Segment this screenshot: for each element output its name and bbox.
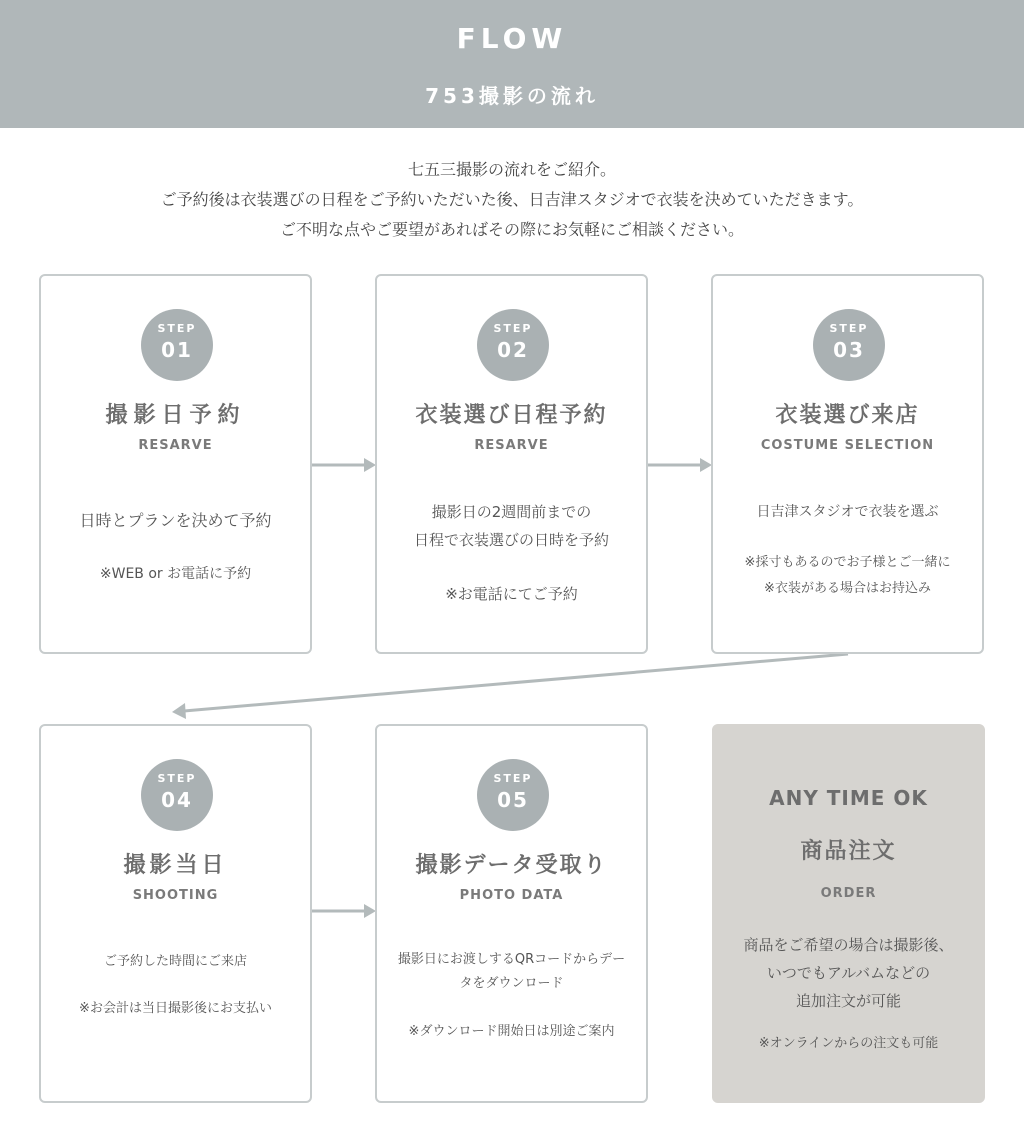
order-heading: ANY TIME OK — [769, 786, 928, 810]
header-subtitle: 753撮影の流れ — [425, 84, 599, 108]
order-note-line: ※オンラインからの注文も可能 — [758, 1036, 939, 1051]
step-description — [383, 948, 640, 996]
step-label: STEP — [157, 322, 197, 335]
step-description — [719, 500, 976, 524]
step-title: 衣装選び日程予約 — [415, 403, 608, 428]
order-description-line: 商品をご希望の場合は撮影後、 — [743, 936, 954, 954]
step-card-04 — [39, 724, 312, 1103]
order-description — [720, 931, 977, 1015]
step-subtitle: COSTUME SELECTION — [760, 438, 935, 453]
header-title: FLOW — [456, 22, 568, 55]
step-description-line: タをダウンロード — [459, 976, 564, 991]
arrow-3-4 — [184, 654, 848, 711]
step-note — [383, 1020, 640, 1044]
step-description — [47, 950, 304, 974]
step-description-line: ご予約した時間にご来店 — [103, 954, 247, 969]
arrow-3-4-head — [172, 703, 186, 719]
step-note-line: ※WEB or お電話に予約 — [99, 566, 252, 582]
order-description-line: いつでもアルバムなどの — [766, 964, 931, 982]
step-note — [47, 562, 304, 586]
step-description-line: 日程で衣装選びの日時を予約 — [413, 531, 609, 549]
step-card-03 — [711, 274, 984, 654]
step-note — [719, 550, 976, 602]
step-title: 撮影当日 — [123, 853, 228, 878]
step-note-line: ※衣装がある場合はお持込み — [764, 581, 931, 596]
step-note-line: ※採寸もあるのでお子様とご一緒に — [744, 555, 951, 570]
step-label: STEP — [493, 772, 533, 785]
step-number: 02 — [497, 338, 529, 362]
intro-line: ご不明な点やご要望があればその際にお気軽にご相談ください。 — [279, 220, 744, 239]
step-title: 撮影日予約 — [105, 403, 246, 428]
step-label: STEP — [493, 322, 533, 335]
step-number: 04 — [161, 788, 193, 812]
step-description-line: 撮影日の2週間前までの — [431, 503, 592, 521]
step-badge — [477, 309, 549, 381]
step-title: 撮影データ受取り — [415, 853, 608, 878]
step-number: 01 — [161, 338, 193, 362]
step-badge — [141, 309, 213, 381]
step-badge — [477, 759, 549, 831]
step-badge — [141, 759, 213, 831]
intro-line: ご予約後は衣装選びの日程をご予約いただいた後、日吉津スタジオで衣装を決めていただきます。 — [160, 190, 864, 209]
step-subtitle: SHOOTING — [132, 888, 219, 903]
step-description — [47, 508, 304, 534]
step-subtitle: RESARVE — [474, 438, 549, 453]
step-description-line: 撮影日にお渡しするQRコードからデー — [397, 952, 626, 967]
step-label: STEP — [829, 322, 869, 335]
step-subtitle: PHOTO DATA — [459, 888, 564, 903]
step-description-line: 日時とプランを決めて予約 — [79, 511, 272, 530]
step-number: 05 — [497, 788, 529, 812]
step-note — [47, 997, 304, 1021]
order-subtitle: ORDER — [820, 886, 877, 901]
step-label: STEP — [157, 772, 197, 785]
step-note — [383, 582, 640, 606]
order-card — [712, 724, 985, 1103]
order-note — [720, 1032, 977, 1056]
step-card-01 — [39, 274, 312, 654]
step-card-05 — [375, 724, 648, 1103]
order-title: 商品注文 — [800, 839, 897, 864]
step-number: 03 — [833, 338, 865, 362]
step-note-line: ※お電話にてご予約 — [445, 585, 578, 603]
step-note-line: ※ダウンロード開始日は別途ご案内 — [408, 1024, 615, 1039]
step-card-02 — [375, 274, 648, 654]
step-badge — [813, 309, 885, 381]
step-description — [383, 498, 640, 554]
step-subtitle: RESARVE — [138, 438, 213, 453]
step-note-line: ※お会計は当日撮影後にお支払い — [79, 1001, 272, 1016]
step-title: 衣装選び来店 — [775, 403, 920, 428]
step-description-line: 日吉津スタジオで衣装を選ぶ — [756, 504, 939, 520]
intro-line: 七五三撮影の流れをご紹介。 — [407, 160, 616, 179]
order-description-line: 追加注文が可能 — [795, 992, 901, 1010]
